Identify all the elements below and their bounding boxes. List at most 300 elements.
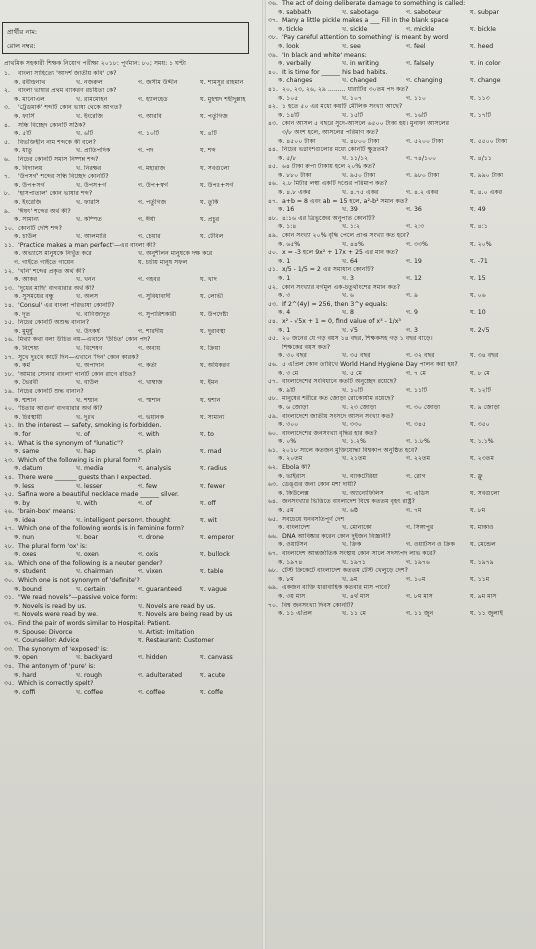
question-item bbox=[266, 567, 534, 576]
option-text: গ. অব্যয় bbox=[138, 345, 161, 352]
option-text: খ. ১১/১২ bbox=[342, 154, 369, 162]
question-item bbox=[0, 405, 262, 414]
option-text: ক. idea bbox=[14, 516, 36, 524]
option-row bbox=[266, 309, 534, 318]
question-text: নিচের কোনটি শুদ্ধ বানান? bbox=[18, 387, 84, 395]
option-text: ঘ. table bbox=[200, 568, 224, 576]
option-text: ক. 1 bbox=[278, 326, 291, 334]
question-item bbox=[266, 447, 534, 456]
question-item bbox=[266, 516, 534, 525]
option-text: খ. certain bbox=[76, 585, 106, 593]
option-text: ঘ. ইমন bbox=[200, 379, 219, 387]
option-text: ক. ১৯৭৪ bbox=[278, 558, 303, 566]
option-text: খ. ৬টি bbox=[76, 130, 94, 138]
question-item bbox=[266, 481, 534, 490]
option-text: ঘ. 49 bbox=[470, 206, 486, 214]
option-row bbox=[266, 559, 534, 568]
question-number: ৪. bbox=[4, 121, 10, 129]
option-text: খ. backyard bbox=[76, 654, 113, 662]
option-text: খ. ২৩ জোড়া bbox=[342, 403, 377, 411]
option-text: খ. ব্যাকটেরিয়া bbox=[342, 472, 378, 480]
question-number: ১২. bbox=[4, 267, 15, 275]
option-text: ঘ. ৫৫০০ টাকা bbox=[470, 137, 508, 145]
question-text: ২০১৮ সালে কতজন মুক্তিযোদ্ধা বিশ্বকাপ অনুষ্ঠিত হবে? bbox=[282, 446, 418, 454]
option-text: ক. Spouse: Divorce bbox=[14, 628, 73, 636]
option-row bbox=[266, 172, 534, 181]
question-text: কোনটি দেশি শব্দ? bbox=[18, 224, 62, 232]
question-number: ২২. bbox=[4, 439, 15, 447]
question-text: Find the pair of words similar to Hospital: Patient. bbox=[18, 620, 171, 627]
option-text: খ. আলমারি bbox=[76, 233, 107, 241]
option-text: গ. hidden bbox=[138, 654, 168, 662]
option-row bbox=[0, 328, 262, 337]
option-text: ঘ. ৪/১১ bbox=[470, 154, 492, 162]
option-text: খ. of bbox=[76, 430, 90, 438]
option-text: ক. sabbath bbox=[278, 8, 312, 16]
question-item bbox=[266, 146, 534, 155]
option-text: ঘ. ৪:১ bbox=[470, 223, 488, 231]
option-text: ক. ফার্সি bbox=[14, 112, 35, 120]
question-item bbox=[0, 388, 262, 397]
question-text: Which one of the following words is in feminine form? bbox=[18, 525, 185, 533]
option-row bbox=[266, 43, 534, 52]
question-number: ৭. bbox=[4, 173, 10, 181]
option-row bbox=[266, 370, 534, 379]
option-text: ঘ. ৯ জোড়া bbox=[470, 403, 500, 411]
option-text: গ. উপ+স্বর্গ bbox=[138, 181, 169, 189]
question-text: In the interest — safety, smoking is forbidden. bbox=[18, 422, 162, 430]
option-text: ক. 1 bbox=[278, 257, 291, 265]
question-item bbox=[266, 413, 534, 422]
question-item bbox=[0, 336, 262, 345]
question-item bbox=[266, 498, 534, 507]
option-text: খ. প্রাতিপদিক bbox=[76, 147, 111, 155]
option-text: খ. coffee bbox=[76, 688, 104, 696]
question-number: ১৭. bbox=[4, 353, 15, 361]
question-item bbox=[0, 319, 262, 328]
left-question-list bbox=[0, 70, 262, 697]
question-text: ১ হতে ৫০ এর মধ্যে কয়টি মৌলিক সংখ্যা আছে? bbox=[282, 103, 403, 111]
option-row bbox=[266, 541, 534, 550]
option-text: ঘ. খাদ bbox=[200, 276, 217, 284]
option-row bbox=[0, 586, 262, 595]
option-text: গ. সুপারিশকারী bbox=[138, 310, 177, 318]
option-text: গ. falsely bbox=[406, 60, 435, 68]
option-text: ঘ. vague bbox=[200, 585, 227, 593]
option-text: ঘ. -71 bbox=[470, 257, 488, 265]
option-text: গ. ৭ মে bbox=[406, 369, 426, 377]
option-text: ক. ৩য় মাস bbox=[278, 592, 306, 600]
question-number: ২৭. bbox=[4, 525, 15, 533]
option-text: গ. ১০টি bbox=[138, 130, 160, 138]
question-number: ৫২. bbox=[268, 283, 279, 291]
question-item bbox=[0, 354, 262, 363]
option-text: ক. Novels is read by us. bbox=[14, 602, 87, 610]
question-number: ৫৫. bbox=[268, 335, 278, 343]
option-text: ক. by bbox=[14, 499, 30, 507]
option-text: ঘ. fewer bbox=[200, 482, 226, 490]
question-text: ২০, ২৩, ২৬, ২৯ ......... ধারাটির ৩০তম পদ কত? bbox=[282, 85, 409, 93]
option-row bbox=[266, 112, 534, 121]
option-row bbox=[266, 223, 534, 232]
option-text: খ. অ্যানোফিলিস bbox=[342, 489, 384, 497]
question-number: ৫০. bbox=[268, 249, 279, 257]
option-row bbox=[266, 593, 534, 602]
option-text: গ. ১১ জুন bbox=[406, 610, 434, 618]
question-item bbox=[0, 663, 262, 672]
option-text: ক. changes bbox=[278, 77, 313, 85]
question-text: মিথ্যা কথা বলা উচিত নয়—এখানে 'উচিত' কোন পদ? bbox=[18, 336, 151, 344]
option-text: খ. নিরক্ষর bbox=[76, 164, 102, 172]
option-text: ক. verbally bbox=[278, 60, 312, 68]
option-row bbox=[266, 138, 534, 147]
question-number: ৩. bbox=[4, 104, 10, 112]
option-text: ক. ৮৮০ টাকা bbox=[278, 171, 312, 179]
question-number: ২৬. bbox=[4, 508, 15, 516]
option-text: ঘ. উপঃ+সর্গ bbox=[200, 181, 234, 189]
question-item bbox=[266, 69, 534, 78]
option-text: ঘ. ৮ মে bbox=[470, 369, 490, 377]
option-text: ক. সুসময়ের বন্ধু bbox=[14, 293, 54, 301]
question-text: ডেঙ্গুর জন্য কোন মশা দায়ী? bbox=[282, 481, 357, 489]
question-text: মানুষের শরীরে কত জোড়া রোকোর্যাম রয়েছে? bbox=[282, 395, 394, 403]
roll-label: রোল নম্বর: bbox=[7, 42, 36, 50]
option-text: ক. ৬ জোড়া bbox=[278, 403, 309, 411]
option-row bbox=[266, 473, 534, 482]
question-item bbox=[0, 577, 262, 586]
option-row bbox=[0, 534, 262, 543]
option-text: ক. কিউলেক্স bbox=[278, 489, 309, 497]
option-row bbox=[0, 362, 262, 371]
option-text: গ. ৪.২ একর bbox=[406, 189, 439, 197]
option-text: ঘ. off bbox=[200, 499, 216, 507]
option-text: ঘ. emperor bbox=[200, 534, 235, 542]
question-text: ৪:১৬ এর ত্রিভুজের অনুপাত কোনটি? bbox=[282, 214, 375, 222]
option-text: ঘ. ৯ম মাস bbox=[470, 592, 497, 600]
option-text: ঘ. তুর্কি bbox=[200, 198, 219, 206]
option-text: খ. কম্পিত bbox=[76, 216, 102, 224]
option-text: ক. student bbox=[14, 568, 46, 576]
question-item bbox=[0, 104, 262, 113]
option-row bbox=[0, 216, 262, 225]
question-number: ৭০. bbox=[268, 601, 279, 609]
question-item bbox=[0, 87, 262, 96]
question-text: 'Consul' এর বাংলা পরিভাষা কোনটি? bbox=[18, 302, 115, 310]
question-text: Which one of the following is a neuter gender? bbox=[18, 559, 163, 567]
option-text: ঘ. চর্চায় মানুষ সফল bbox=[138, 259, 188, 267]
question-number: ৫৯. bbox=[268, 412, 278, 420]
option-row bbox=[0, 431, 262, 440]
question-number: ১৫. bbox=[4, 319, 14, 327]
option-text: গ. 12 bbox=[406, 275, 422, 282]
question-item bbox=[266, 602, 534, 611]
option-text: ক. মানোএল bbox=[14, 95, 45, 103]
question-item bbox=[0, 508, 262, 517]
option-row bbox=[266, 292, 534, 301]
option-text: খ. ২১তম bbox=[342, 455, 367, 463]
option-text: খ. ৩৩০ bbox=[342, 421, 363, 429]
option-text: খ. media bbox=[76, 465, 104, 473]
question-text: শিক্ষকের বয়স কত? bbox=[282, 343, 331, 351]
question-number: ৩৫. bbox=[4, 680, 15, 688]
option-text: গ. ৩৪৫ bbox=[406, 421, 427, 429]
option-text: গ. vixen bbox=[138, 568, 163, 576]
option-text: খ. ৬ bbox=[342, 292, 355, 300]
option-row bbox=[266, 524, 534, 533]
option-text: গ. জসীম উদ্দীন bbox=[138, 78, 178, 86]
question-number: ৩৯. bbox=[268, 51, 279, 59]
option-text: ঘ. ২০% bbox=[470, 240, 492, 248]
option-row bbox=[0, 654, 262, 663]
question-text: Which one is not synonym of 'definite'? bbox=[18, 577, 140, 585]
option-row bbox=[266, 258, 534, 267]
option-text: খ. রামমোহন bbox=[76, 95, 108, 103]
option-text: ক. ৩০ বছর bbox=[278, 352, 307, 360]
option-text: খ. ১০৭ bbox=[342, 94, 363, 102]
option-row bbox=[0, 182, 262, 191]
question-text: ২০ জনের যে গড় বয়স ১৪ বছর, শিক্ষকসহ গড় ১ বছর বাড়ে। bbox=[282, 335, 433, 343]
option-text: খ. অনুশীলন মানুষকে দক্ষ করে bbox=[138, 250, 213, 258]
question-number: ২৮. bbox=[4, 542, 15, 550]
option-text: খ. boar bbox=[76, 534, 99, 542]
question-text: বাংলা ভাষার প্রথম ব্যাকরণ রচয়িতা কে? bbox=[18, 87, 117, 95]
option-text: গ. coffee bbox=[138, 688, 166, 696]
question-number: ৪০. bbox=[268, 68, 279, 76]
option-text: খ. ১:২ bbox=[342, 223, 361, 231]
option-text: ক. ৩ bbox=[278, 292, 291, 300]
option-text: গ. সিঙ্গাপুর bbox=[406, 524, 434, 532]
question-item bbox=[266, 198, 534, 207]
option-text: ক. চাউল bbox=[14, 233, 37, 241]
exam-title: প্রাথমিক সহকারী শিক্ষক নিয়োগ পরীক্ষা ২০১৮: পূর্ণমান: ৮০; সময়: ১ ঘণ্টা bbox=[4, 60, 186, 67]
question-number: ৬৪. bbox=[268, 498, 279, 506]
option-text: গ. রোগ bbox=[406, 472, 426, 480]
option-row bbox=[0, 79, 262, 88]
option-text: খ. chairman bbox=[76, 568, 114, 576]
option-text: ক. ১১ এপ্রিল bbox=[278, 610, 312, 618]
question-text: কোন সংখ্যার বর্গমূল এক-চতুর্থাংশের সমান কত? bbox=[282, 283, 401, 291]
option-row bbox=[0, 130, 262, 139]
candidate-info-box bbox=[2, 22, 249, 54]
question-item bbox=[266, 103, 534, 112]
question-text: 'Practice makes a man perfect'—এর বাংলা কী? bbox=[18, 241, 156, 249]
question-item bbox=[266, 284, 534, 293]
question-number: ২০. bbox=[4, 405, 15, 413]
option-text: গ. পর্তুগিজ bbox=[138, 198, 167, 206]
option-text: গ. thought bbox=[138, 516, 171, 524]
question-item bbox=[266, 52, 534, 61]
name-label: প্রার্থীর নাম: bbox=[7, 28, 38, 36]
option-text: গ. mickle bbox=[406, 25, 435, 33]
option-text: ঘ. ফ্লু bbox=[470, 472, 483, 480]
option-text: গ. ১৬টি bbox=[406, 111, 428, 119]
option-text: খ. rough bbox=[76, 671, 102, 679]
option-text: গ. analysis bbox=[138, 465, 172, 473]
option-text: গ. Counsellor: Advice bbox=[14, 637, 80, 645]
question-number: ২. bbox=[4, 87, 10, 95]
option-row bbox=[0, 483, 262, 492]
option-text: ক. ৪.৮ একর bbox=[278, 189, 311, 197]
option-text: গ. কর্তা bbox=[138, 362, 157, 370]
question-item bbox=[0, 139, 262, 148]
option-text: ক. ৬৫% bbox=[278, 240, 301, 248]
option-text: গ. ৯৮০ টাকা bbox=[406, 171, 440, 179]
question-item bbox=[266, 344, 534, 353]
option-text: ঘ. mad bbox=[200, 448, 222, 456]
option-text: গ. few bbox=[138, 482, 158, 490]
option-text: ঘ. সবগুলো bbox=[470, 489, 500, 497]
option-text: ক. for bbox=[14, 430, 31, 438]
option-text: খ. sabotage bbox=[342, 8, 379, 16]
option-text: গ. drone bbox=[138, 534, 164, 542]
option-text: গ. 19 bbox=[406, 257, 422, 265]
option-text: ক. oxes bbox=[14, 551, 37, 559]
option-text: খ. ১০টি bbox=[342, 386, 364, 394]
question-text: টেস্ট ক্রিকেটে বাংলাদেশ কততম টেস্ট খেলুড়ে দেশ? bbox=[282, 567, 408, 575]
question-text: ৬৪ টাকা রুপা টাকায় হলে ২০% কত? bbox=[282, 163, 376, 171]
option-text: ক. ধাতু bbox=[14, 147, 33, 155]
option-text: ঘ. change bbox=[470, 77, 501, 85]
option-row bbox=[0, 500, 262, 509]
option-text: গ. ১.৮% bbox=[406, 438, 430, 446]
question-number: ১৩. bbox=[4, 284, 15, 292]
option-text: ঘ. ০৬ bbox=[470, 292, 486, 300]
option-row bbox=[266, 327, 534, 336]
option-row bbox=[0, 672, 262, 681]
question-number: ৪৩. bbox=[268, 120, 279, 128]
option-text: ঘ. wit bbox=[200, 516, 217, 524]
option-row bbox=[0, 233, 262, 242]
question-item bbox=[266, 0, 534, 9]
question-text: জনসংখ্যার ভিত্তিতে বাংলাদেশ বিশ্বে কততম বৃহৎ রাষ্ট্র? bbox=[282, 498, 415, 506]
question-number: ৪২. bbox=[268, 103, 279, 111]
right-column bbox=[266, 0, 534, 949]
option-text: খ. ১৫টি bbox=[342, 111, 364, 119]
question-item bbox=[266, 430, 534, 439]
question-number: ৩৪. bbox=[4, 662, 15, 670]
option-row bbox=[0, 345, 262, 354]
option-text: ক. tickle bbox=[278, 25, 303, 33]
option-text: গ. ৩২ বছর bbox=[406, 352, 435, 360]
option-row bbox=[266, 404, 534, 413]
option-row bbox=[0, 517, 262, 526]
question-text: DNA আবিষ্কার করেন কোন দুইজন বিজ্ঞানী? bbox=[282, 532, 391, 540]
option-text: ঘ. ৯৯০ টাকা bbox=[470, 171, 504, 179]
option-row bbox=[0, 293, 262, 302]
option-text: খ. ৪র্থ মাস bbox=[342, 592, 370, 600]
question-number: ১. bbox=[4, 70, 10, 77]
option-text: ঘ. শব্দ bbox=[200, 147, 216, 155]
question-number: ৩৬. bbox=[268, 0, 279, 7]
option-text: ক. 1 bbox=[278, 275, 291, 282]
option-row bbox=[0, 113, 262, 122]
option-row bbox=[266, 438, 534, 447]
option-text: গ. ১১০ bbox=[406, 94, 427, 102]
option-text: খ. 3 bbox=[342, 275, 354, 282]
option-text: ঘ. পর্তুগিজ bbox=[200, 112, 228, 120]
option-text: গ. Novels were read by we. bbox=[14, 611, 99, 619]
option-text: ঘ. ৩৪ বছর bbox=[470, 352, 499, 360]
question-text: 'আমার সোনার বাংলা' গানটি কোন রাগে রচিত? bbox=[18, 370, 136, 378]
option-text: ঘ. দুরাবস্থা bbox=[200, 327, 226, 335]
option-text: খ. উৎকর্ষ bbox=[76, 327, 100, 335]
question-number: ৫৪. bbox=[268, 317, 278, 325]
option-text: ঘ. মেন্ডেল bbox=[470, 541, 496, 549]
option-row bbox=[0, 637, 262, 646]
question-item bbox=[0, 302, 262, 311]
question-item bbox=[0, 156, 262, 165]
option-row bbox=[0, 448, 262, 457]
option-text: খ. উপস+র্গ bbox=[76, 181, 107, 189]
option-text: গ. plain bbox=[138, 448, 162, 456]
option-text: গ. of bbox=[138, 499, 152, 507]
question-item bbox=[0, 285, 262, 294]
question-item bbox=[0, 173, 262, 182]
option-text: ঘ. শ্বশান bbox=[200, 396, 221, 404]
option-text: ঘ. প্রচুর bbox=[200, 216, 220, 224]
question-number: ৪৭. bbox=[268, 197, 279, 205]
question-item bbox=[266, 86, 534, 95]
option-row bbox=[266, 275, 534, 284]
option-text: ঘ. লোভী bbox=[200, 293, 224, 301]
question-text: There were _______ guests than I expected. bbox=[18, 473, 152, 481]
question-number: ২৯. bbox=[4, 559, 15, 567]
question-number: ৬২. bbox=[268, 464, 279, 472]
option-text: খ. hap bbox=[76, 448, 96, 456]
question-item bbox=[0, 122, 262, 131]
question-number: ৩০. bbox=[4, 577, 15, 585]
option-text: ঘ. 2√5 bbox=[470, 326, 490, 334]
option-text: ক. datum bbox=[14, 465, 43, 473]
question-item bbox=[266, 550, 534, 559]
question-number: ৬৮. bbox=[268, 567, 279, 575]
option-text: গ. 9 bbox=[406, 309, 418, 317]
question-text: The synonym of 'exposed' is: bbox=[18, 645, 109, 653]
question-text: 'উপসর্গ' শব্দের সন্ধি বিচ্ছেদ কোনটি? bbox=[18, 173, 109, 181]
option-text: গ. ৮ম মাস bbox=[406, 592, 433, 600]
option-text: গ. oxis bbox=[138, 551, 159, 559]
option-text: খ. ৪.৭৫ একর bbox=[342, 189, 379, 197]
option-text: গ. ১০ম bbox=[406, 575, 426, 583]
question-text: সন্ধি বিচ্ছেদ কোনটি সঠিক? bbox=[18, 121, 86, 129]
option-text: ক. উপ+সর্গ bbox=[14, 181, 45, 189]
question-text: নিচের ভগ্নাংশগুলোর মধ্যে কোনটি ক্ষুদ্রতম? bbox=[282, 146, 388, 154]
option-text: খ. খনন bbox=[76, 276, 96, 284]
option-row bbox=[266, 155, 534, 164]
option-text: ক. coffi bbox=[14, 688, 36, 696]
question-text: x² - √5x + 1 = 0, find value of x³ - 1/x³ bbox=[282, 317, 401, 325]
option-text: খ. দুঃখ bbox=[76, 413, 95, 421]
question-text: কোন সংখ্যা ২০% বৃদ্ধি পেলে প্রাপ্ত সংখ্যা কত হবে? bbox=[282, 232, 410, 240]
option-text: গ. changing bbox=[406, 77, 443, 85]
question-text: বিশ্ব জনসংখ্যা দিবস কোনটি? bbox=[282, 601, 354, 609]
option-text: গ. ৯ bbox=[406, 292, 419, 300]
question-item bbox=[266, 215, 534, 224]
option-row bbox=[266, 241, 534, 250]
option-text: ঘ. ১৯৭৯ bbox=[470, 558, 494, 566]
option-row bbox=[266, 610, 534, 619]
question-number: ২৪. bbox=[4, 473, 15, 481]
option-text: ক. ১:৪ bbox=[278, 223, 297, 231]
option-row bbox=[0, 611, 262, 620]
option-text: গ. খাম্বাজ bbox=[138, 379, 163, 387]
question-text: ২.৮ মিটার লম্বা একটি দণ্ডের পরিমাপ কত? bbox=[282, 180, 388, 188]
option-text: খ. অলস bbox=[76, 293, 99, 301]
left-column bbox=[0, 0, 262, 949]
option-text: ঘ. ৪টি bbox=[200, 130, 217, 138]
option-text: খ. Artist: Imitation bbox=[138, 628, 195, 636]
option-row bbox=[0, 568, 262, 577]
